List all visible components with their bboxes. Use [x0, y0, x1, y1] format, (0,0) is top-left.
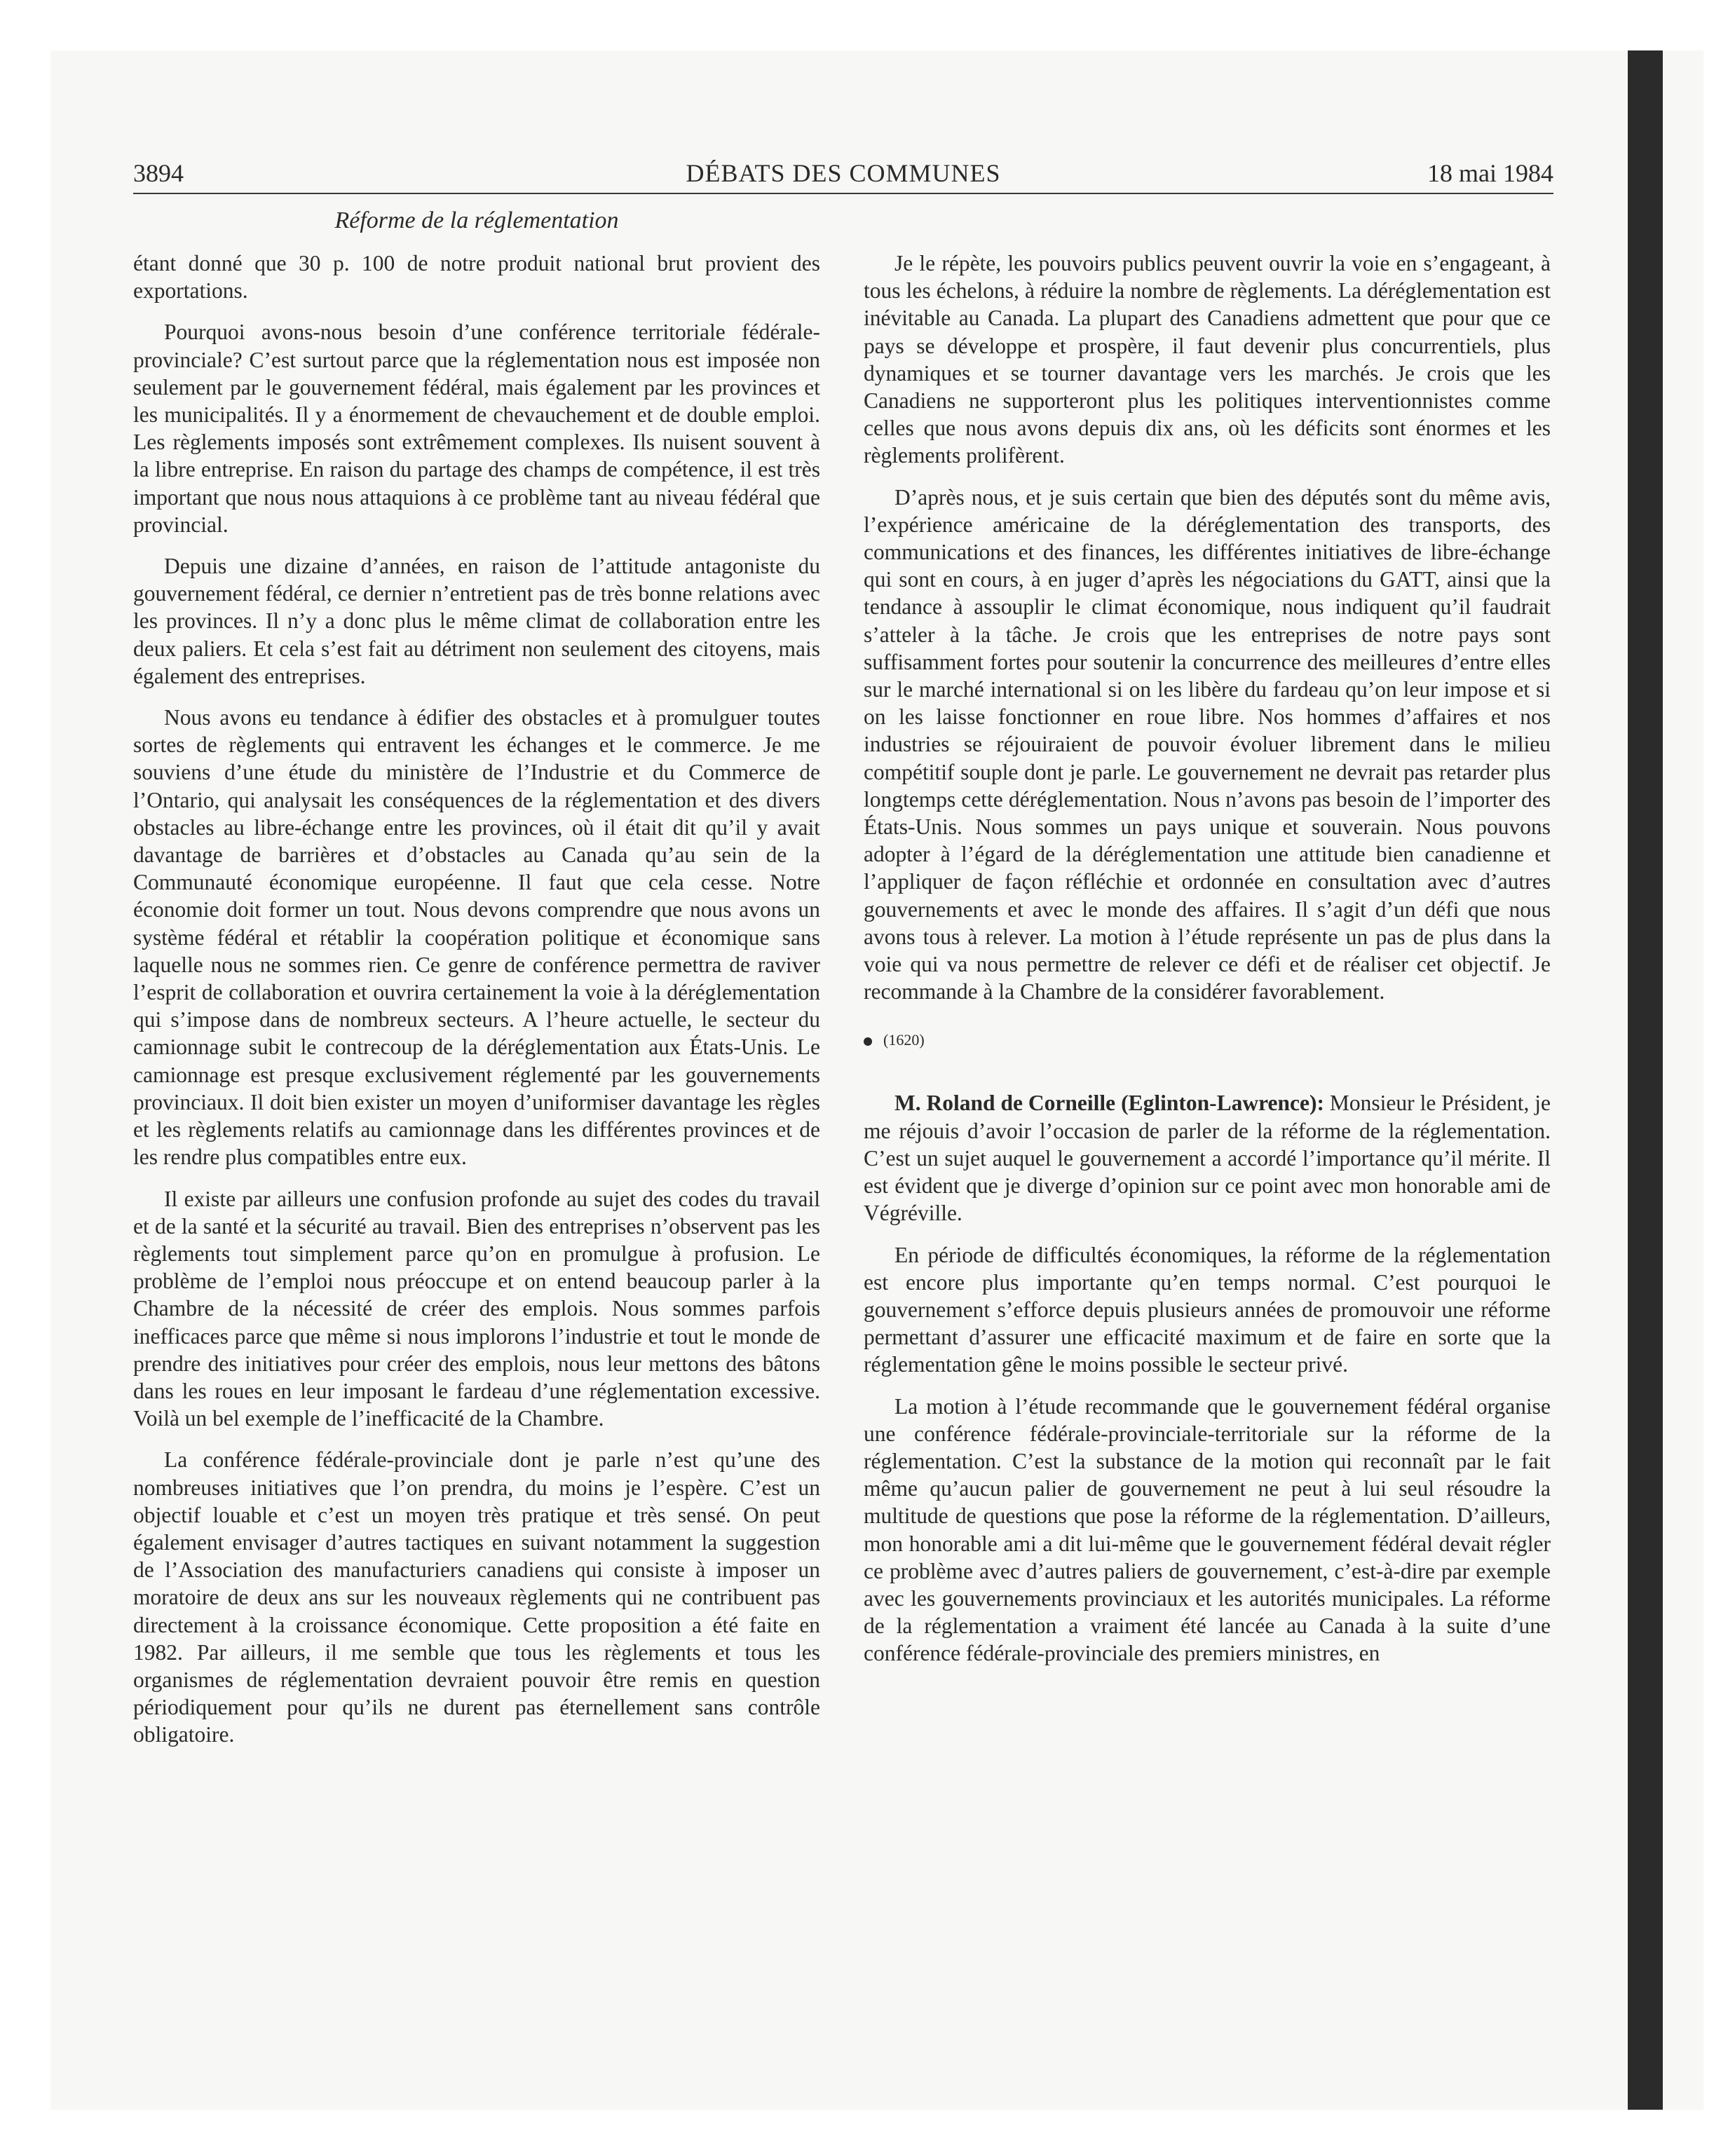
page-number: 3894	[133, 159, 184, 187]
paragraph: Depuis une dizaine d’années, en raison de l’attitude antagoniste du gouvernement fédéral, ce dernier n’entretient pas de très bonne relations avec les provinces. Il n’y a donc plus le même climat de collaboration entre les deux paliers. Et cela s’est fait au détriment non seulement des citoyens, mais également des entreprises.	[133, 554, 820, 688]
paragraph: D’après nous, et je suis certain que bien des députés sont du même avis, l’expérience américaine de la déréglementation des transports, des communications et des finances, les différentes initiatives de libre-échange qui sont en cours, à en juger d’après les négociations du GATT, ainsi que la tendance à assouplir le climat économique, nous indiquent qu’il faudrait s’atteler à la tâche. Je crois que les entreprises de notre pays sont suffisamment fortes pour soutenir la concurrence des meilleures d’entre elles sur le marché international si on les libère du fardeau qu’on leur impose et si on les laisse fonctionner en roue libre. Nos hommes d’affaires et nos industries se réjouiraient de pouvoir évoluer librement dans le milieu compétitif souple dont je parle. Le gouvernement ne devrait pas retarder plus longtemps cette déréglementation. Nous n’avons pas besoin de l’importer des États-Unis. Nous sommes un pays unique et souverain. Nous pouvons adopter à l’égard de la déréglementation une attitude bien canadienne et l’appliquer de façon réfléchie et ordonnée en consultation avec d’autres gouvernements et avec le monde des affaires. Il s’agit d’un défi que nous avons tous à relever. La motion à l’étude représente un pas de plus dans la voie qui va nous permettre de relever ce défi et de réaliser cet objectif. Je recommande à la Chambre de la considérer favorablement.	[864, 484, 1551, 1004]
page-date: 18 mai 1984	[1427, 159, 1553, 187]
header-rule	[133, 193, 1553, 194]
paragraph: Je le répète, les pouvoirs publics peuvent ouvrir la voie en s’engageant, à tous les échelons, à réduire la nombre de règlements. La déréglementation est inévitable au Canada. La plupart des Canadiens admettent que pour que ce pays se développe et prospère, il faut devenir plus concurrentiels, plus dynamiques et se tourner davantage vers les marchés. Je crois que les Canadiens ne supporteront plus les politiques interventionnistes comme celles que nous avons depuis dix ans, où les déficits sont énormes et les règlements prolifèrent.	[864, 251, 1551, 468]
time-marker-text: (1620)	[883, 1031, 925, 1049]
paragraph: La conférence fédérale-provinciale dont je parle n’est qu’une des nombreuses initiatives que l’on prendra, du moins je l’espère. C’est un objectif louable et c’est un moyen très pratique et très sensé. On peut également envisager d’autres tactiques en suivant notamment la suggestion de l’Association des manufacturiers canadiens qui consiste à imposer un moratoire de deux ans sur les nouveaux règlements qui ne contribuent pas directement à la croissance économique. Cette proposition a été faite en 1982. Par ailleurs, il me semble que tous les règlements et tous les organismes de réglementation devraient pouvoir être remis en question périodiquement pour qu’ils ne durent pas éternellement sans contrôle obligatoire.	[133, 1447, 820, 1747]
paragraph: Pourquoi avons-nous besoin d’une conférence territoriale fédérale-provinciale? C’est surtout parce que la réglementation nous est imposée non seulement par le gouvernement fédéral, mais également par les provinces et les municipalités. Il y a énormement de chevauchement et de double emploi. Les règlements imposés sont extrêmement complexes. Ils nuisent souvent à la libre entreprise. En raison du partage des champs de compétence, il est très important que nous nous attaquions à ce problème tant au niveau fédéral que provincial.	[133, 320, 820, 537]
section-title: Réforme de la réglementation	[334, 207, 619, 233]
paragraph: Il existe par ailleurs une confusion profonde au sujet des codes du travail et de la santé et la sécurité au travail. Bien des entreprises n’observent pas les règlements tout simplement parce qu’on en promulgue à profusion. Le problème de l’emploi nous préoccupe et on entend beaucoup parler à la Chambre de la nécessité de créer des emplois. Nous sommes parfois inefficaces parce que même si nous implorons l’industrie et tout le monde de prendre des initiatives pour créer des emplois, nous leur mettons des bâtons dans les roues en leur imposant le fardeau d’une réglementation excessive. Voilà un bel exemple de l’inefficacité de la Chambre.	[133, 1186, 820, 1431]
bullet-dot-icon	[864, 1037, 872, 1046]
paragraph: Nous avons eu tendance à édifier des obstacles et à promulguer toutes sortes de règlements qui entravent les échanges et le commerce. Je me souviens d’une étude du ministère de l’Industrie et du Commerce de l’Ontario, qui analysait les conséquences de la réglementation et des divers obstacles au libre-échange entre les provinces, où il était dit qu’il y avait davantage de barrières et d’obstacles au Canada qu’au sein de la Communauté économique européenne. Il faut que cela cesse. Notre économie doit former un tout. Nous devons comprendre que nous avons un système fédéral et rétablir la coopération politique et économique sans laquelle nous ne sommes rien. Ce genre de conférence permettra de raviver l’esprit de collaboration et ouvrira certainement la voie à la déréglementation qui s’impose dans de nombreux secteurs. A l’heure actuelle, le secteur du camionnage subit le contrecoup de la déréglementation aux États-Unis. Le camionnage est presque exclusivement réglementé par les gouvernements provinciaux. Il doit bien exister un moyen d’uniformiser davantage les règles et les règlements relatifs au camionnage dans les différentes provinces et de les rendre plus compatibles entre eux.	[133, 705, 820, 1170]
paragraph: La motion à l’étude recommande que le gouvernement fédéral organise une conférence fédérale-provinciale-territoriale sur la réforme de la réglementation. C’est la substance de la motion qui reconnaît par le fait même qu’aucun palier de gouvernement ne peut à lui seul résoudre la multitude de questions que pose la réforme de la réglementation. D’ailleurs, mon honorable ami a dit lui-même que le gouvernement fédéral devait régler ce problème avec d’autres paliers de gouvernement, c’est-à-dire par exemple avec les gouvernements provinciaux et les autorités municipales. La réforme de la réglementation a vraiment été lancée au Canada à la suite d’une conférence fédérale-provinciale des premiers ministres, en	[864, 1393, 1551, 1666]
time-marker	[864, 1026, 1551, 1054]
left-column	[133, 250, 820, 1763]
right-column	[864, 250, 1551, 1681]
publication-title: DÉBATS DES COMMUNES	[686, 159, 1001, 187]
speaker-name: M. Roland de Corneille (Eglinton-Lawrence):	[894, 1091, 1324, 1116]
scan-edge-bar	[1628, 50, 1663, 2110]
paragraph: étant donné que 30 p. 100 de notre produit national brut provient des exportations.	[133, 251, 820, 303]
speaker-text: Monsieur le Président, je me réjouis d’avoir l’occasion de parler de la réforme de la réglementation. C’est un sujet auquel le gouvernement a accordé l’importance qu’il mérite. Il est évident que je diverge d’opinion sur ce point avec mon honorable ami de Végréville.	[864, 1091, 1551, 1226]
page-header	[133, 156, 1553, 191]
speaker-paragraph	[864, 1089, 1551, 1227]
paragraph: En période de difficultés économiques, la réforme de la réglementation est encore plus importante qu’en temps normal. C’est pourquoi le gouvernement s’efforce depuis plusieurs années de promouvoir une réforme permettant d’assurer une efficacité maximum et de faire en sorte que la réglementation gêne le moins possible le secteur privé.	[864, 1242, 1551, 1377]
